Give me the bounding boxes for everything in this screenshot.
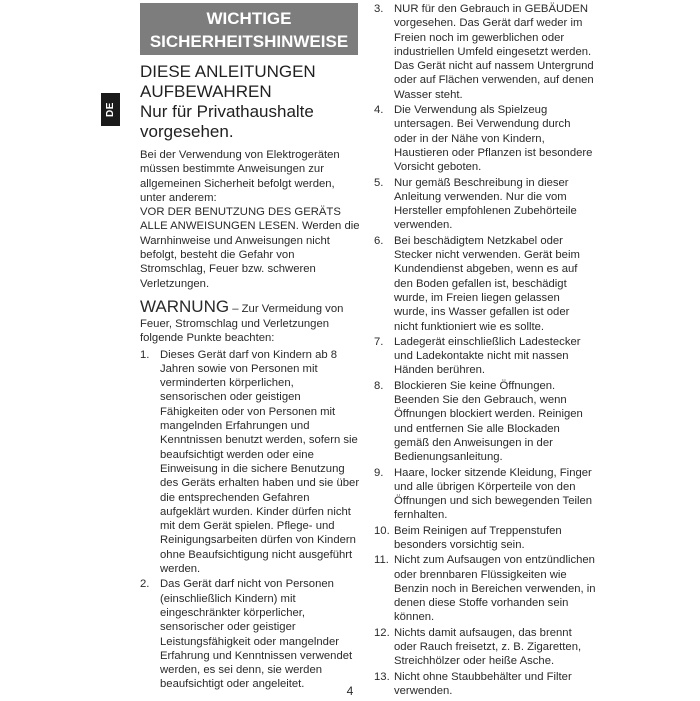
list-item-text: Dieses Gerät darf von Kindern ab 8 Jahren sowie von Personen mit verminderten körperlichen, sensorischen oder geistigen Fähigkeiten oder von Personen mit mangelnden Erfahrungen und Kenntnissen benutzt werden, sofern sie beaufsichtigt werden oder eine Einweisung in die sichere Benutzung des Geräts erhalten haben und sie über die entsprechenden Gefahren aufgeklärt wurden. Kinder dürfen nicht mit dem Gerät spielen. Pflege- und Reinigungsarbeiten dürfen von Kindern ohne Beaufsichtigung nicht ausgeführt werden.	[160, 348, 360, 576]
list-item-text: Bei beschädigtem Netzkabel oder Stecker nicht verwenden. Gerät beim Kundendienst abgeben, wenn es auf den Boden gefallen ist, beschädigt wurde, im Freien liegen gelassen wurde, ins Wasser gefallen ist oder nicht funktioniert wie es sollte.	[394, 234, 580, 333]
list-item	[374, 626, 596, 669]
page-number: 4	[346, 684, 354, 698]
list-item-text: Nicht ohne Staubbehälter und Filter verwenden.	[394, 670, 572, 697]
warning-paragraph	[140, 297, 362, 346]
list-item-text: Ladegerät einschließlich Ladestecker und Ladekontakte nicht mit nassen Händen berühren.	[394, 335, 581, 377]
list-item-text: Nur gemäß Beschreibung in dieser Anleitung verwenden. Nur die vom Hersteller empfohlenen Zubehörteile verwenden.	[394, 176, 577, 232]
list-item	[374, 553, 596, 624]
list-item-number: 11.	[374, 554, 389, 567]
list-item-text: Das Gerät darf nicht von Personen (einschließlich Kindern) mit eingeschränkter körperlicher, sensorischer oder geistiger Leistungsfähigkeit oder mangelnder Erfahrung und Kenntnissen verwendet werden, es sei denn, sie werden beaufsichtigt oder angeleitet.	[160, 578, 353, 691]
list-item	[374, 379, 596, 465]
list-item	[140, 348, 362, 577]
list-item-text: Nichts damit aufsaugen, das brennt oder Rauch freisetzt, z. B. Zigaretten, Streichhölzer oder heiße Asche.	[394, 626, 582, 668]
read-all-paragraph: VOR DER BENUTZUNG DES GERÄTS ALLE ANWEISUNGEN LESEN. Werden die Warnhinweise und Anweisungen nicht befolgt, besteht die Gefahr von Stromschlag, Feuer bzw. schweren Verletzungen.	[140, 206, 360, 290]
section-title: WICHTIGE SICHERHEITSHINWEISE	[140, 3, 358, 55]
list-item	[140, 577, 362, 691]
list-item	[374, 234, 596, 334]
list-item	[374, 524, 596, 553]
language-tab	[101, 93, 120, 126]
safety-list-left	[140, 348, 362, 692]
list-item-text: Haare, locker sitzende Kleidung, Finger und alle übrigen Körperteile von den Öffnungen und sich bewegenden Teilen fernhalten.	[394, 466, 593, 522]
list-item-text: Die Verwendung als Spielzeug untersagen. Bei Verwendung durch oder in der Nähe von Kindern, Haustieren oder Pflanzen ist besondere Vorsicht geboten.	[394, 104, 593, 174]
list-item	[374, 103, 596, 174]
list-item-number: 5.	[374, 176, 384, 189]
list-item	[374, 335, 596, 378]
right-column	[374, 0, 596, 701]
intro-paragraph: Bei der Verwendung von Elektrogeräten müssen bestimmte Anweisungen zur allgemeinen Sicherheit befolgt werden, unter anderem:	[140, 149, 340, 204]
list-item-text: Beim Reinigen auf Treppenstufen besonders vorsichtig sein.	[394, 524, 562, 551]
keep-instructions-heading: DIESE ANLEITUNGEN AUFBEWAHREN	[140, 62, 316, 101]
list-item-text: NUR für den Gebrauch in GEBÄUDEN vorgesehen. Das Gerät darf weder im Freien noch im gewerblichen oder industriellen Umfeld eingesetzt werden. Das Gerät nicht auf nassem Untergrund oder auf Flächen verwenden, auf denen Wasser steht.	[394, 3, 594, 101]
list-item-number: 8.	[374, 379, 384, 392]
list-item-number: 13.	[374, 670, 390, 683]
list-item	[374, 176, 596, 233]
list-item-number: 7.	[374, 335, 384, 348]
list-item-number: 4.	[374, 104, 384, 117]
language-tab-label: DE	[105, 102, 116, 117]
left-column	[140, 62, 362, 693]
list-item-number: 12.	[374, 626, 390, 639]
list-item-number: 9.	[374, 466, 384, 479]
list-item-text: Blockieren Sie keine Öffnungen. Beenden Sie den Gebrauch, wenn Öffnungen blockiert werden. Reinigen und entfernen Sie alle Blockaden gemäß den Anweisungen in der Bedienungsanleitung.	[394, 379, 583, 464]
list-item-number: 3.	[374, 3, 384, 15]
warning-word: WARNUNG	[140, 296, 230, 316]
safety-list-right	[374, 2, 596, 700]
household-use-heading: Nur für Privathaushalte vorgesehen.	[140, 102, 314, 141]
list-item-number: 2.	[140, 578, 150, 591]
list-item-number: 1.	[140, 348, 150, 361]
list-item-number: 6.	[374, 234, 384, 247]
warning-text: – Zur Vermeidung von Feuer, Stromschlag und Verletzungen folgende Punkte beachten:	[140, 302, 344, 345]
list-item	[374, 2, 596, 102]
list-item	[374, 466, 596, 523]
list-item-number: 10.	[374, 524, 390, 537]
list-item-text: Nicht zum Aufsaugen von entzündlichen oder brennbaren Flüssigkeiten wie Benzin noch in Bereichen verwenden, in denen diese Stoffe vorhanden sein können.	[394, 554, 596, 624]
